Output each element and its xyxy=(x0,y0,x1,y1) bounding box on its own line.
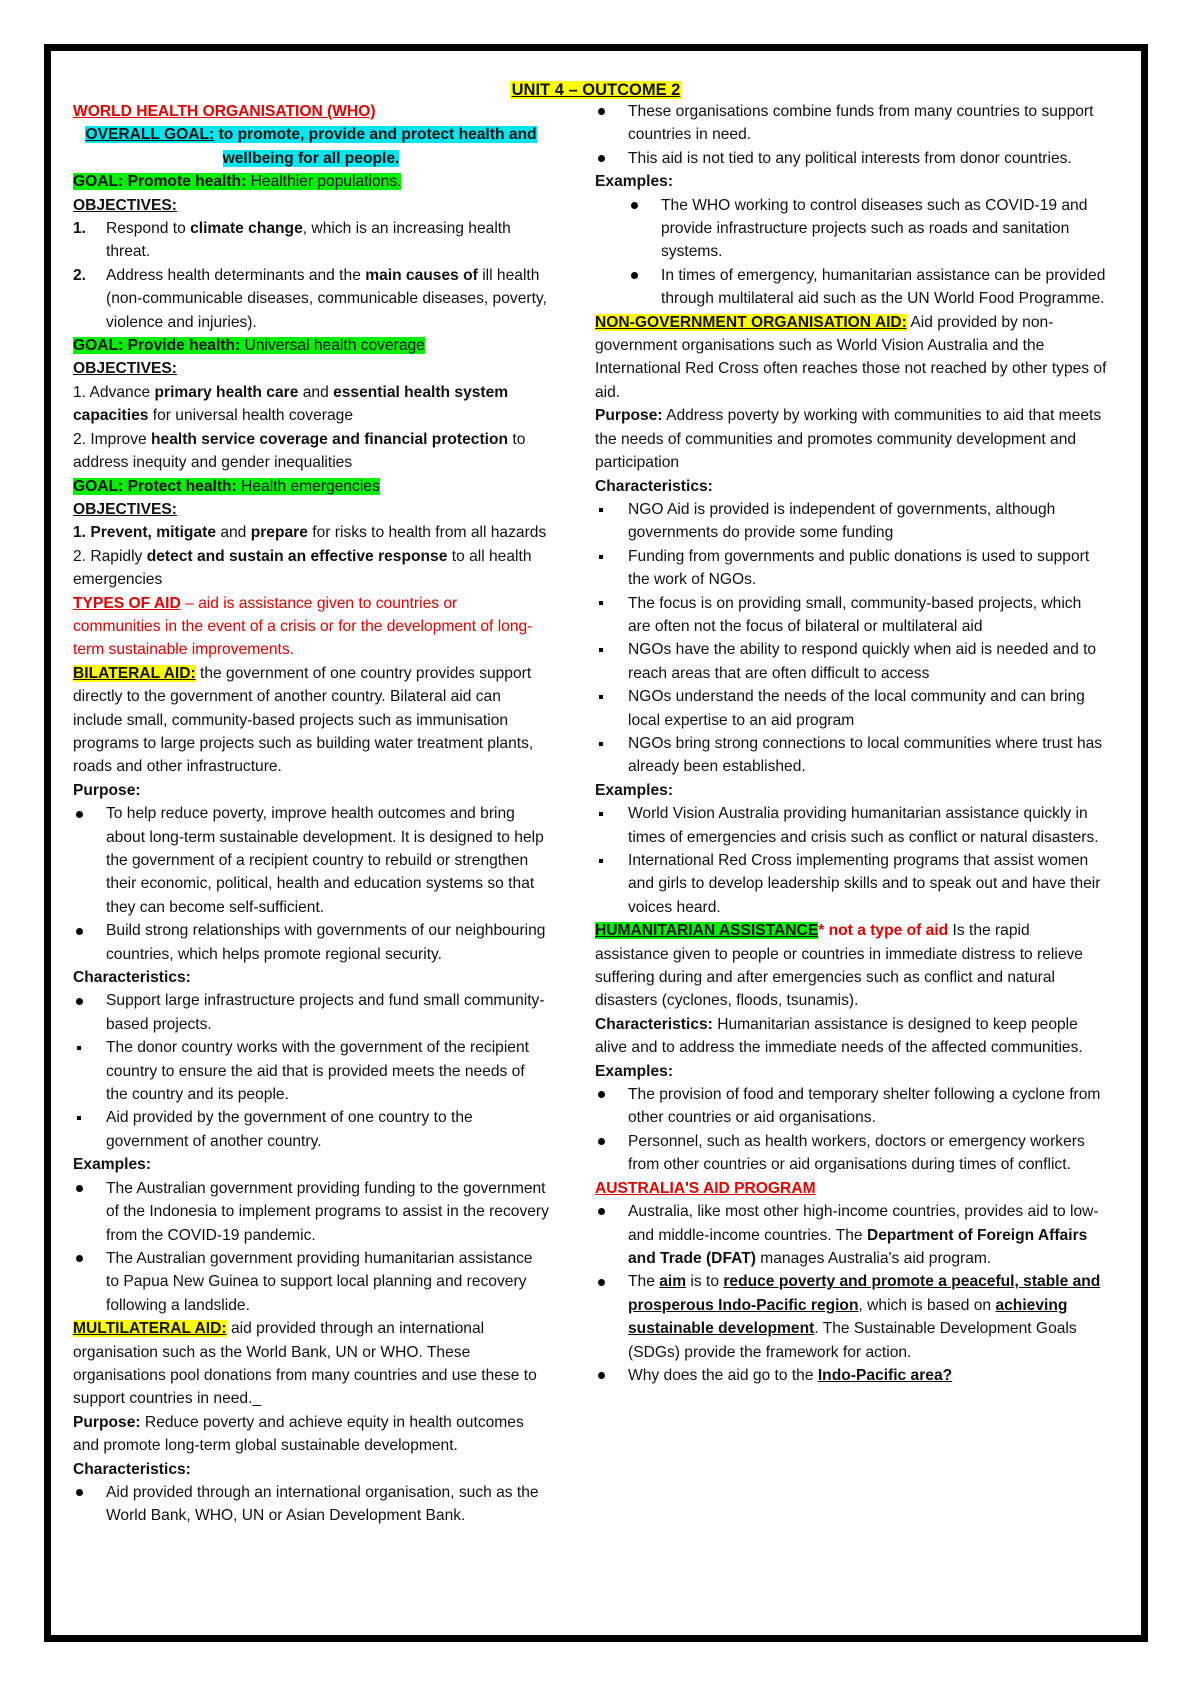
list-item: Support large infrastructure projects and fund small community-based projects. xyxy=(73,989,549,1036)
goal3-objective-1: 1. Prevent, mitigate and prepare for risks to health from all hazards xyxy=(73,524,547,542)
right-column xyxy=(595,100,1107,1387)
bullet-icon xyxy=(598,155,605,162)
objectives-label-2: OBJECTIVES: xyxy=(73,360,177,378)
bullet-icon xyxy=(76,1489,83,1496)
objectives-label-1: OBJECTIVES: xyxy=(73,196,177,214)
list-item: 2. Address health determinants and the main causes of ill health (non-communicable diseases, communicable diseases, poverty, violence and injuries). xyxy=(73,266,547,331)
ngo-aid: NON-GOVERNMENT ORGANISATION AID: Aid provided by non-government organisations such as World Vision Australia and the International Red Cross often reaches those not reached by other types of aid. xyxy=(595,313,1107,401)
list-item: Personnel, such as health workers, doctors or emergency workers from other countries or aid organisations during times of conflict. xyxy=(595,1130,1107,1177)
bullet-icon xyxy=(598,1372,605,1379)
list-item: The Australian government providing humanitarian assistance to Papua New Guinea to support local planning and recovery following a landslide. xyxy=(73,1247,549,1317)
square-bullet-icon xyxy=(599,742,603,746)
bilateral-characteristics-list xyxy=(73,989,549,1153)
square-bullet-icon xyxy=(77,1116,81,1120)
list-item: International Red Cross implementing programs that assist women and girls to develop leadership skills and to speak out and have their voices heard. xyxy=(595,849,1107,919)
bilateral-purpose-list xyxy=(73,802,549,966)
australia-aid-list xyxy=(595,1200,1107,1387)
list-item: The provision of food and temporary shelter following a cyclone from other countries or aid organisations. xyxy=(595,1083,1107,1130)
square-bullet-icon xyxy=(77,1046,81,1050)
bullet-icon xyxy=(598,1208,605,1215)
list-item: NGO Aid is provided is independent of governments, although governments do provide some funding xyxy=(595,498,1107,545)
list-item: NGOs have the ability to respond quickly when aid is needed and to reach areas that are often difficult to access xyxy=(595,638,1107,685)
list-item: The donor country works with the government of the recipient country to ensure the aid that is provided meets the needs of the country and its people. xyxy=(73,1036,549,1106)
bullet-icon xyxy=(76,1255,83,1262)
bilateral-examples-list xyxy=(73,1177,549,1317)
bullet-icon xyxy=(598,1138,605,1145)
square-bullet-icon xyxy=(599,695,603,699)
goal-provide: GOAL: Provide health: Universal health coverage xyxy=(73,337,425,355)
humanitarian-assistance: HUMANITARIAN ASSISTANCE* not a type of aid Is the rapid assistance given to people or countries in immediate distress to relieve suffering during and after emergencies such as conflict and natural disasters (cyclones, floods, tsunamis). xyxy=(595,922,1083,1010)
multilateral-characteristics-cont xyxy=(595,100,1107,170)
left-column xyxy=(73,100,549,1528)
list-item: This aid is not tied to any political interests from donor countries. xyxy=(595,147,1107,170)
list-item: Australia, like most other high-income countries, provides aid to low- and middle-income countries. The Department of Foreign Affairs and Trade (DFAT) manages Australia's aid program. xyxy=(595,1200,1107,1270)
humanitarian-examples-label: Examples: xyxy=(595,1062,674,1080)
bullet-icon xyxy=(76,928,83,935)
bilateral-purpose-label: Purpose: xyxy=(73,781,141,799)
bullet-icon xyxy=(598,1091,605,1098)
bullet-icon xyxy=(76,811,83,818)
list-item: Build strong relationships with governments of our neighbouring countries, which helps promote regional security. xyxy=(73,919,549,966)
multilateral-examples-list xyxy=(595,194,1107,311)
list-item: The focus is on providing small, community-based projects, which are often not the focus of bilateral or multilateral aid xyxy=(595,592,1107,639)
ngo-examples-list xyxy=(595,802,1107,919)
list-item: The Australian government providing funding to the government of the Indonesia to implement programs to assist in the recovery from the COVID-19 pandemic. xyxy=(73,1177,549,1247)
goal3-objective-2: 2. Rapidly detect and sustain an effective response to all health emergencies xyxy=(73,547,532,589)
multilateral-characteristics-list xyxy=(73,1481,549,1528)
list-item: Funding from governments and public donations is used to support the work of NGOs. xyxy=(595,545,1107,592)
ngo-examples-label: Examples: xyxy=(595,781,674,799)
goal2-objective-2: 2. Improve health service coverage and financial protection to address inequity and gender inequalities xyxy=(73,430,526,472)
bilateral-examples-label: Examples: xyxy=(73,1156,152,1174)
multilateral-characteristics-label: Characteristics: xyxy=(73,1460,191,1478)
list-item: In times of emergency, humanitarian assistance can be provided through multilateral aid such as the UN World Food Programme. xyxy=(628,264,1107,311)
list-item: 1. Respond to climate change, which is an increasing health threat. xyxy=(73,220,511,261)
bullet-icon xyxy=(598,108,605,115)
list-item: NGOs understand the needs of the local community and can bring local expertise to an aid program xyxy=(595,685,1107,732)
overall-goal: OVERALL GOAL: to promote, provide and protect health and wellbeing for all people. xyxy=(85,126,537,167)
multilateral-aid: MULTILATERAL AID: aid provided through an international organisation such as the World Bank, UN or WHO. These organisations pool donations from many countries and use these to support countries in need._ xyxy=(73,1320,537,1408)
list-item: Why does the aid go to the Indo-Pacific area? xyxy=(595,1364,1107,1387)
multilateral-purpose: Purpose: Reduce poverty and achieve equity in health outcomes and promote long-term global sustainable development. xyxy=(73,1413,524,1455)
ngo-purpose: Purpose: Address poverty by working with communities to aid that meets the needs of communities and promotes community development and participation xyxy=(595,407,1102,472)
list-item: These organisations combine funds from many countries to support countries in need. xyxy=(595,100,1107,147)
page-title: UNIT 4 – OUTCOME 2 xyxy=(511,81,681,99)
humanitarian-examples-list xyxy=(595,1083,1107,1177)
bullet-icon xyxy=(631,272,638,279)
bilateral-characteristics-label: Characteristics: xyxy=(73,969,191,987)
bilateral-aid: BILATERAL AID: the government of one country provides support directly to the government of another country. Bilateral aid can include small, community-based projects such as immunisation programs to large projects such as building water treatment plants, roads and other infrastructure. xyxy=(73,664,534,776)
square-bullet-icon xyxy=(599,508,603,512)
bullet-icon xyxy=(76,1185,83,1192)
list-item: NGOs bring strong connections to local communities where trust has already been established. xyxy=(595,732,1107,779)
goal1-objectives xyxy=(73,217,549,334)
square-bullet-icon xyxy=(599,859,603,863)
list-item: To help reduce poverty, improve health outcomes and bring about long-term sustainable development. It is designed to help the government of a recipient country to rebuild or strengthen their economic, political, health and education systems so that they can become self-sufficient. xyxy=(73,802,549,919)
list-item: Aid provided by the government of one country to the government of another country. xyxy=(73,1106,549,1153)
square-bullet-icon xyxy=(599,812,603,816)
square-bullet-icon xyxy=(599,601,603,605)
goal-promote: GOAL: Promote health: Healthier populations. xyxy=(73,173,402,191)
ngo-characteristics-label: Characteristics: xyxy=(595,477,713,495)
page-frame xyxy=(44,44,1148,1642)
humanitarian-characteristics: Characteristics: Humanitarian assistance is designed to keep people alive and to address the immediate needs of the affected communities. xyxy=(595,1015,1083,1057)
goal-protect: GOAL: Protect health: Health emergencies xyxy=(73,477,380,495)
bullet-icon xyxy=(631,202,638,209)
list-item: World Vision Australia providing humanitarian assistance quickly in times of emergencies and crisis such as conflict or natural disasters. xyxy=(595,802,1107,849)
australia-aid-heading: AUSTRALIA'S AID PROGRAM xyxy=(595,1179,816,1197)
objectives-label-3: OBJECTIVES: xyxy=(73,500,177,518)
multilateral-examples-label: Examples: xyxy=(595,173,674,191)
square-bullet-icon xyxy=(599,648,603,652)
list-item: The WHO working to control diseases such as COVID-19 and provide infrastructure projects such as roads and sanitation systems. xyxy=(628,194,1107,264)
list-item: Aid provided through an international organisation, such as the World Bank, WHO, UN or Asian Development Bank. xyxy=(73,1481,549,1528)
goal2-objective-1: 1. Advance primary health care and essential health system capacities for universal health coverage xyxy=(73,383,509,425)
list-item: The aim is to reduce poverty and promote a peaceful, stable and prosperous Indo-Pacific region, which is based on achieving sustainable development. The Sustainable Development Goals (SDGs) provide the framework for action. xyxy=(595,1270,1107,1364)
types-of-aid: TYPES OF AID – aid is assistance given to countries or communities in the event of a crisis or for the development of long-term sustainable improvements. xyxy=(73,594,533,659)
ngo-characteristics-list xyxy=(595,498,1107,779)
bullet-icon xyxy=(76,998,83,1005)
bullet-icon xyxy=(598,1279,605,1286)
who-heading: WORLD HEALTH ORGANISATION (WHO) xyxy=(73,103,376,120)
square-bullet-icon xyxy=(599,555,603,559)
